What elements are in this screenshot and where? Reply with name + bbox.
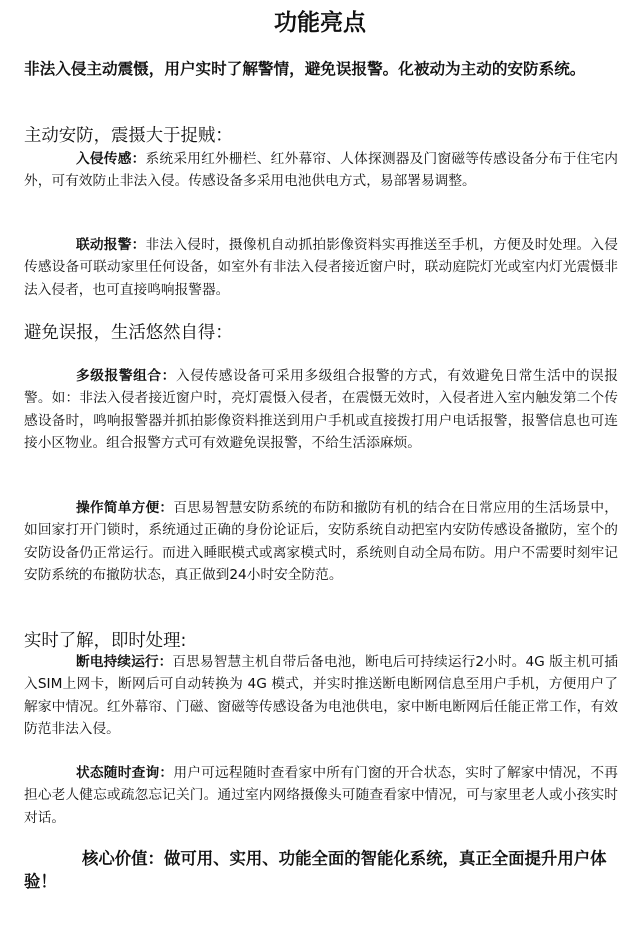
paragraph-label: 多级报警组合： (76, 368, 176, 384)
section-heading-active-security: 主动安防，震摄大于捉贼： (24, 126, 233, 146)
paragraph-text: 入侵传感设备可采用多级组合报警的方式，有效避免日常生活中的误报警。如：非法入侵者接近窗户时，亮灯震慑入侵者，在震慑无效时，入侵者进入室内触发第二个传感设备时，鸣响报警器并抓拍影像资料推送到用户手机或直接拨打用户电话报警，报警信息也可连接小区物业。组合报警方式可有效避免误报警，不给生活添麻烦。 (24, 368, 618, 452)
section-heading-avoid-false-alarm: 避免误报，生活悠然自得： (24, 323, 233, 343)
paragraph-text: 用户可远程随时查看家中所有门窗的开合状态，实时了解家中情况，不再担心老人健忘或疏忽忘记关门。通过室内网络摄像头可随查看家中情况，可与家里老人或小孩实时对话。 (24, 765, 618, 826)
page-title: 功能亮点 (274, 10, 366, 36)
paragraph-power-failure-operation (24, 651, 618, 741)
paragraph-text: 百思易智慧主机自带后备电池，断电后可持续运行2小时。4G 版主机可插入SIM上网卡，断网后可自动转换为 4G 模式，并实时推送断电断网信息至用户手机，方便用户了解家中情况。红外幕帘、门磁、窗磁等传感设备为电池供电，家中断电断网后任能正常工作，有效防范非法入侵。 (24, 654, 618, 738)
paragraph-label: 操作简单方便： (76, 500, 174, 516)
paragraph-label: 联动报警： (76, 237, 146, 253)
paragraph-status-query (24, 762, 618, 829)
section-heading-realtime: 实时了解，即时处理: (24, 631, 187, 651)
paragraph-label: 入侵传感： (76, 151, 146, 167)
paragraph-multi-level-alarm (24, 365, 618, 455)
paragraph-easy-operation (24, 497, 618, 587)
lead-statement: 非法入侵主动震慑，用户实时了解警情，避免误报警。化被动为主动的安防系统。 (24, 60, 586, 78)
paragraph-text: 非法入侵时，摄像机自动抓拍影像资料实再推送至手机，方便及时处理。入侵传感设备可联动家里任何设备，如室外有非法入侵者接近窗户时，联动庭院灯光或室内灯光震慑非法入侵者，也可直接鸣响报警器。 (24, 237, 618, 298)
paragraph-text: 系统采用红外栅栏、红外幕帘、人体探测器及门窗磁等传感设备分布于住宅内外，可有效防止非法入侵。传感设备多采用电池供电方式，易部署易调整。 (24, 151, 618, 190)
paragraph-label: 断电持续运行： (76, 654, 173, 670)
core-value-statement: 核心价值：做可用、实用、功能全面的智能化系统，真正全面提升用户体验！ (24, 849, 607, 891)
paragraph-intrusion-sensing (24, 148, 618, 193)
paragraph-text: 百思易智慧安防系统的布防和撤防有机的结合在日常应用的生活场景中，如回家打开门锁时，系统通过正确的身份论证后，安防系统自动把室内安防传感设备撤防，室个的安防设备仍正常运行。而进入睡眠模式或离家模式时，系统则自动全局布防。用户不需要时刻牢记安防系统的布撤防状态，真正做到24小时安全防范。 (24, 500, 618, 584)
paragraph-linked-alarm (24, 234, 618, 301)
paragraph-label: 状态随时查询： (76, 765, 174, 781)
